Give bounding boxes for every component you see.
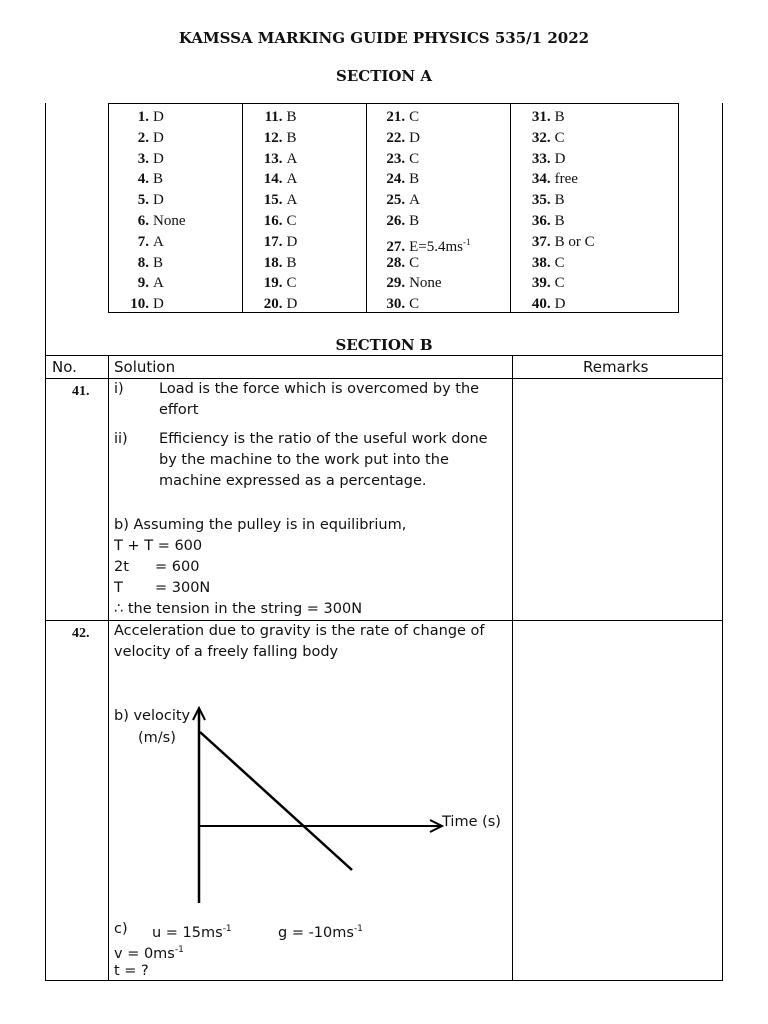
answer-value: B [409, 171, 420, 188]
answer-value: free [554, 171, 578, 188]
answer-value: C [409, 254, 420, 271]
answer-number: 10. [130, 296, 149, 313]
answer-row [243, 294, 367, 315]
answer-number: 15. [263, 192, 283, 209]
answer-row [243, 107, 367, 128]
answer-number: 34. [531, 171, 551, 188]
answer-number: 16. [263, 212, 283, 229]
answer-number: 38. [531, 254, 551, 271]
answer-row [511, 128, 678, 149]
velocity-time-graph [186, 698, 486, 908]
answer-value: A [286, 192, 298, 209]
question-42-number: 42. [72, 626, 90, 641]
answer-row [511, 190, 678, 211]
answer-row [243, 128, 367, 149]
answer-row [367, 169, 510, 190]
answer-number: 13. [263, 150, 283, 167]
answer-row [243, 149, 367, 170]
answer-row [367, 190, 510, 211]
answer-row [367, 211, 510, 232]
answer-row [243, 273, 367, 294]
answer-value: E=5.4ms [409, 238, 463, 255]
answer-number: 27. [386, 238, 406, 255]
q42-t-line: t = ? [114, 963, 149, 979]
answer-number: 37. [531, 233, 551, 250]
q41-i-label: i) [114, 381, 124, 397]
answer-value: C [286, 212, 297, 229]
answer-row [109, 169, 242, 190]
answer-number: 24. [386, 171, 406, 188]
answer-number: 17. [263, 233, 283, 250]
q41-i-text: Load is the force which is overcomed by the effort [159, 381, 480, 418]
answer-column [511, 104, 678, 312]
answer-value: D [554, 296, 566, 313]
answer-column [243, 104, 368, 312]
answer-row [511, 211, 678, 232]
answer-column [367, 104, 511, 312]
graph-xlabel-time: Time (s) [442, 814, 501, 830]
answer-value: D [153, 129, 164, 146]
q42-u-line: $u = 15ms^{-1}$ [152, 924, 232, 941]
answer-value: C [554, 254, 565, 271]
answer-number: 23. [386, 150, 406, 167]
answer-row [109, 273, 242, 294]
header-solution: Solution [114, 358, 176, 376]
answer-value: C [554, 275, 565, 292]
answer-value: B [153, 254, 164, 271]
section-b-table [45, 355, 723, 981]
answer-row [243, 253, 367, 274]
answer-value: D [153, 296, 164, 313]
q42-g-line: $g = -10ms^{-1}$ [278, 924, 363, 941]
answer-value: D [409, 129, 420, 146]
answer-number: 11. [264, 109, 283, 125]
answer-row [511, 232, 678, 253]
answer-number: 32. [531, 129, 551, 146]
answer-number: 7. [137, 233, 149, 250]
answer-row [109, 149, 242, 170]
answer-row [243, 190, 367, 211]
q41-eq3-right: = 300N [155, 580, 211, 596]
answer-value: A [153, 275, 164, 292]
answer-number: 36. [531, 212, 551, 229]
answer-value: B [286, 129, 297, 146]
velocity-line [200, 732, 352, 870]
section-a-heading: SECTION A [335, 67, 433, 85]
answer-number: 31. [531, 109, 551, 125]
answer-value: B [554, 192, 565, 209]
answer-row [109, 232, 242, 253]
answer-value: C [554, 129, 565, 146]
q42-c-label: c) [114, 921, 128, 937]
answer-value: B [409, 212, 420, 229]
answer-number: 40. [531, 296, 551, 313]
answer-value: B [554, 212, 565, 229]
answer-row [367, 232, 510, 253]
answer-row [109, 107, 242, 128]
answer-key-table [108, 103, 679, 313]
answer-number: 14. [263, 171, 283, 188]
answer-row [511, 273, 678, 294]
section-b-heading: SECTION B [335, 336, 433, 354]
document-title: KAMSSA MARKING GUIDE PHYSICS 535/1 2022 [178, 29, 590, 47]
answer-number: 26. [386, 212, 406, 229]
answer-value: B [554, 109, 565, 125]
answer-number: 35. [531, 192, 551, 209]
answer-row [243, 169, 367, 190]
answer-value: None [409, 275, 442, 292]
answer-number: 20. [263, 296, 283, 313]
answer-number: 3. [137, 150, 149, 167]
answer-value: C [409, 109, 420, 125]
answer-value: B [286, 254, 297, 271]
answer-value: A [409, 192, 420, 209]
answer-column [109, 104, 243, 312]
answer-value: D [286, 233, 298, 250]
q41-ii-text: Efficiency is the ratio of the useful work done by the machine to the work put into the machine expressed as a percentage. [159, 431, 488, 489]
answer-number: 12. [263, 129, 283, 146]
answer-number: 4. [137, 171, 149, 188]
answer-value: None [153, 212, 186, 229]
answer-number: 19. [263, 275, 283, 292]
answer-row [511, 294, 678, 315]
answer-number: 9. [137, 275, 149, 292]
answer-number: 25. [386, 192, 406, 209]
answer-value: D [153, 109, 164, 125]
answer-value: D [153, 150, 164, 167]
answer-number: 30. [386, 296, 406, 313]
q41-conclusion: ∴ the tension in the string = 300N [114, 601, 363, 617]
answer-value: C [409, 150, 420, 167]
answer-number: 21. [386, 109, 406, 125]
answer-value: A [153, 233, 164, 250]
answer-number: 29. [386, 275, 406, 292]
q41-eq3-left: T [114, 580, 123, 596]
answer-row [367, 107, 510, 128]
header-remarks: Remarks [583, 358, 649, 376]
answer-value: C [409, 296, 420, 313]
answer-row [511, 253, 678, 274]
answer-row [367, 128, 510, 149]
answer-number: 22. [386, 129, 406, 146]
answer-number: 5. [137, 192, 149, 209]
graph-ylabel-velocity: b) velocity [114, 708, 191, 724]
answer-value: A [286, 171, 298, 188]
header-no: No. [52, 358, 77, 376]
answer-value: B [286, 109, 297, 125]
answer-number: 6. [137, 212, 149, 229]
q41-eq1: T + T = 600 [114, 538, 203, 554]
answer-value: D [554, 150, 566, 167]
answer-value: D [153, 192, 164, 209]
answer-row [109, 253, 242, 274]
answer-number: 8. [137, 254, 149, 271]
answer-row [243, 232, 367, 253]
answer-row [109, 294, 242, 315]
q41-eq2-right: = 600 [155, 559, 200, 575]
answer-row [367, 294, 510, 315]
q42-v-line: $v = 0ms^{-1}$ [114, 945, 184, 962]
answer-number: 1. [137, 109, 149, 125]
graph-ylabel-unit: (m/s) [138, 730, 176, 746]
q42-a-text: Acceleration due to gravity is the rate of change of velocity of a freely falling body [114, 623, 485, 660]
answer-row [109, 211, 242, 232]
answer-row [511, 169, 678, 190]
answer-row [243, 211, 367, 232]
answer-row [511, 107, 678, 128]
answer-superscript: -1 [462, 236, 471, 247]
answer-value: B or C [554, 233, 595, 250]
answer-number: 28. [386, 254, 406, 271]
answer-value: C [286, 275, 297, 292]
answer-number: 2. [137, 129, 149, 146]
answer-number: 33. [531, 150, 551, 167]
q41-ii-label: ii) [114, 431, 128, 447]
answer-row [367, 273, 510, 294]
answer-row [109, 190, 242, 211]
answer-row [367, 253, 510, 274]
answer-number: 18. [263, 254, 283, 271]
answer-value: D [286, 296, 298, 313]
answer-row [511, 149, 678, 170]
q41-b-line: b) Assuming the pulley is in equilibrium, [114, 517, 407, 533]
q41-eq2-left: 2t [114, 559, 129, 575]
answer-row [367, 149, 510, 170]
answer-number: 39. [531, 275, 551, 292]
question-41-number: 41. [72, 384, 90, 399]
answer-value: A [286, 150, 298, 167]
answer-value: B [153, 171, 164, 188]
answer-row [109, 128, 242, 149]
